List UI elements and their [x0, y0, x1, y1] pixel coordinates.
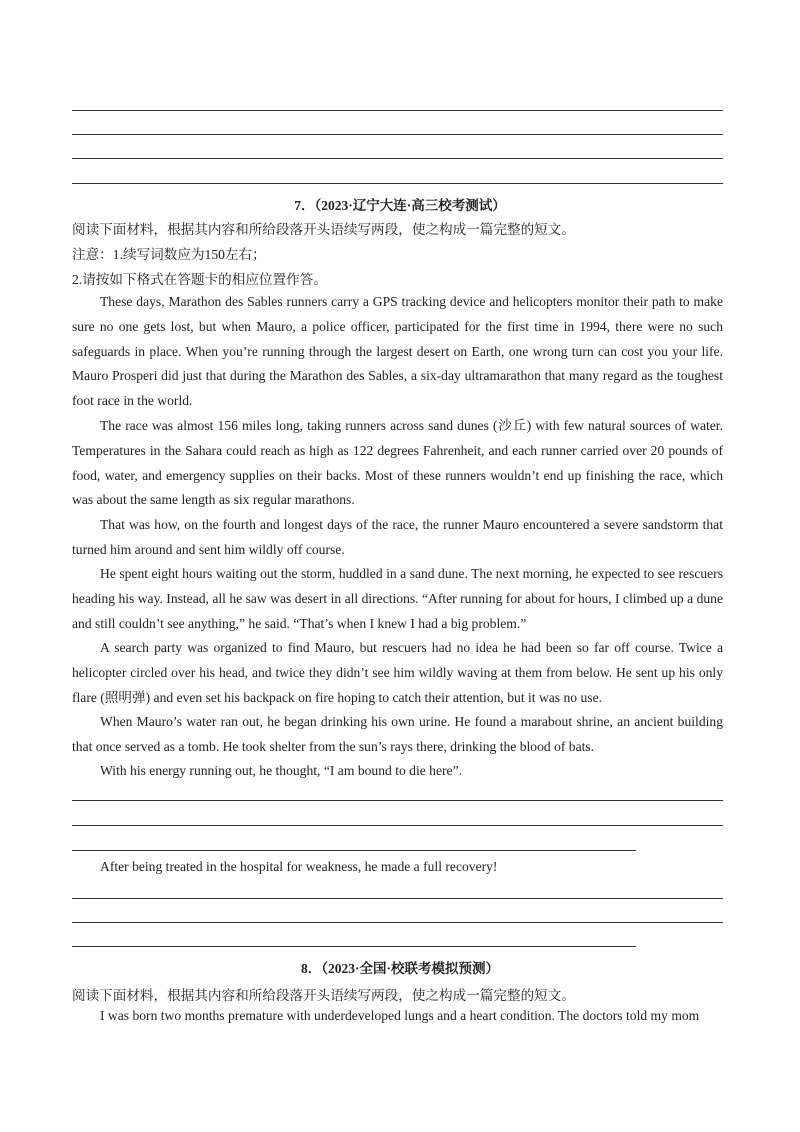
second-paragraph-opening: After being treated in the hospital for weakness, he made a full recovery! [100, 859, 498, 874]
question-8-first-paragraph: I was born two months premature with underdeveloped lungs and a heart condition. The doctors told my mom [100, 1008, 700, 1023]
question-7-heading: 7．（2023·辽宁大连·高三校考测试） [294, 198, 506, 213]
story-paragraph-2: The race was almost 156 miles long, taking runners across sand dunes (沙丘) with few natural sources of water. Temperatures in the Sahara could reach as high as 122 degrees Fahrenheit, and each runner carried over 20 pounds of food, water, and emergency supplies on their backs. Most of these runners wouldn’t end up finishing the race, which was about the same length as six regular marathons. [72, 418, 723, 508]
question-8-instruction: 阅读下面材料，根据其内容和所给段落开头语续写两段，使之构成一篇完整的短文。 [72, 988, 575, 1003]
story-paragraph-5: A search party was organized to find Mauro, but rescuers had no idea he had been so far off course. Twice a helicopter circled over his head, and twice they didn’t see him wildly waving at them from below. He sent up his only flare (照明弹) and even set his backpack on fire hoping to catch their attention, but it was no use. [72, 640, 723, 705]
story-paragraph-4: He spent eight hours waiting out the storm, huddled in a sand dune. The next morning, he expected to see rescuers heading his way. Instead, all he saw was desert in all directions. “After running for about for hours, I climbed up a dune and still couldn’t see anything,” he said. “That’s when I knew I had a big problem.” [72, 566, 723, 631]
writing-line [72, 800, 723, 801]
writing-line [72, 825, 723, 826]
writing-line [72, 850, 636, 851]
story-paragraph-6: When Mauro’s water ran out, he began drinking his own urine. He found a marabout shrine, an ancient building that once served as a tomb. He took shelter from the sun’s rays there, drinking the blood of bats. [72, 714, 723, 754]
writing-line [72, 922, 723, 923]
question-7-note-1: 注意：1.续写词数应为150左右； [72, 247, 266, 262]
writing-line [72, 898, 723, 899]
story-paragraph-3: That was how, on the fourth and longest days of the race, the runner Mauro encountered a severe sandstorm that turned him around and sent him wildly off course. [72, 517, 723, 557]
question-7-instruction: 阅读下面材料，根据其内容和所给段落开头语续写两段，使之构成一篇完整的短文。 [72, 222, 575, 237]
question-7-note-2: 2.请按如下格式在答题卡的相应位置作答。 [72, 272, 327, 287]
writing-line [72, 946, 636, 947]
story-paragraph-1: These days, Marathon des Sables runners carry a GPS tracking device and helicopters monitor their path to make sure no one gets lost, but when Mauro, a police officer, participated for the first time in 1994, there were no such safeguards in place. When you’re running through the largest desert on Earth, one wrong turn can cost you your life. Mauro Prosperi did just that during the Marathon des Sables, a six-day ultramarathon that many regard as the toughest foot race in the world. [72, 294, 723, 409]
answer-line [72, 110, 723, 111]
answer-line [72, 183, 723, 184]
answer-line [72, 134, 723, 135]
story-paragraph-7: With his energy running out, he thought, “I am bound to die here”. [100, 763, 462, 778]
question-8-heading: 8．（2023·全国·校联考模拟预测） [300, 961, 499, 976]
answer-line [72, 158, 723, 159]
